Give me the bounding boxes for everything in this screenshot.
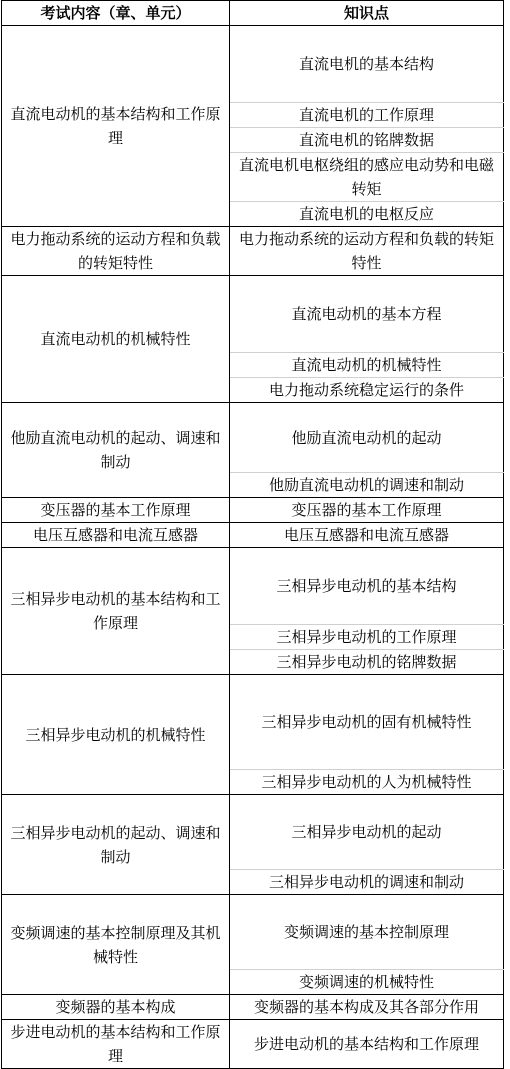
knowledge-point-cell: 变压器的基本工作原理 bbox=[230, 498, 504, 523]
topic-cell: 直流电动机的机械特性 bbox=[2, 276, 230, 403]
table-row bbox=[2, 1020, 504, 1069]
knowledge-point-cell: 直流电机的基本结构 bbox=[230, 26, 504, 103]
table-row bbox=[2, 995, 504, 1020]
topic-cell: 三相异步电动机的起动、调速和制动 bbox=[2, 795, 230, 895]
knowledge-point-cell: 三相异步电动机的起动 bbox=[230, 795, 504, 870]
header-row bbox=[2, 1, 504, 26]
topic-cell: 电压互感器和电流互感器 bbox=[2, 523, 230, 548]
knowledge-point-cell: 直流电机的电枢反应 bbox=[230, 202, 504, 227]
knowledge-point-cell: 三相异步电动机的人为机械特性 bbox=[230, 770, 504, 795]
table-row bbox=[2, 675, 504, 770]
knowledge-point-cell: 直流电动机的基本方程 bbox=[230, 276, 504, 353]
table-row bbox=[2, 498, 504, 523]
knowledge-point-cell: 三相异步电动机的调速和制动 bbox=[230, 870, 504, 895]
topic-cell: 他励直流电动机的起动、调速和制动 bbox=[2, 403, 230, 498]
table-row bbox=[2, 895, 504, 970]
table-row bbox=[2, 227, 504, 276]
knowledge-point-cell: 变频器的基本构成及其各部分作用 bbox=[230, 995, 504, 1020]
knowledge-point-cell: 电压互感器和电流互感器 bbox=[230, 523, 504, 548]
knowledge-point-cell: 三相异步电动机的固有机械特性 bbox=[230, 675, 504, 770]
knowledge-point-cell: 电力拖动系统的运动方程和负载的转矩特性 bbox=[230, 227, 504, 276]
knowledge-point-cell: 变频调速的机械特性 bbox=[230, 970, 504, 995]
knowledge-point-cell: 直流电机电枢绕组的感应电动势和电磁转矩 bbox=[230, 153, 504, 202]
topic-cell: 步进电动机的基本结构和工作原理 bbox=[2, 1020, 230, 1069]
knowledge-point-cell: 直流电动机的机械特性 bbox=[230, 353, 504, 378]
knowledge-point-cell: 直流电机的铭牌数据 bbox=[230, 128, 504, 153]
knowledge-point-cell: 他励直流电动机的起动 bbox=[230, 403, 504, 473]
topic-cell: 变频调速的基本控制原理及其机械特性 bbox=[2, 895, 230, 995]
table-row bbox=[2, 403, 504, 473]
knowledge-point-cell: 三相异步电动机的工作原理 bbox=[230, 625, 504, 650]
knowledge-point-cell: 三相异步电动机的基本结构 bbox=[230, 548, 504, 625]
topic-cell: 变频器的基本构成 bbox=[2, 995, 230, 1020]
header-topic: 考试内容（章、单元） bbox=[2, 1, 230, 26]
table-row bbox=[2, 276, 504, 353]
topic-cell: 变压器的基本工作原理 bbox=[2, 498, 230, 523]
knowledge-point-cell: 直流电机的工作原理 bbox=[230, 103, 504, 128]
knowledge-point-cell: 变频调速的基本控制原理 bbox=[230, 895, 504, 970]
knowledge-point-cell: 他励直流电动机的调速和制动 bbox=[230, 473, 504, 498]
topic-cell: 三相异步电动机的基本结构和工作原理 bbox=[2, 548, 230, 675]
table-row bbox=[2, 795, 504, 870]
table-body bbox=[2, 26, 504, 1069]
syllabus-table bbox=[1, 0, 504, 1069]
topic-cell: 三相异步电动机的机械特性 bbox=[2, 675, 230, 795]
table-row bbox=[2, 26, 504, 103]
knowledge-point-cell: 三相异步电动机的铭牌数据 bbox=[230, 650, 504, 675]
knowledge-point-cell: 电力拖动系统稳定运行的条件 bbox=[230, 378, 504, 403]
topic-cell: 直流电动机的基本结构和工作原理 bbox=[2, 26, 230, 227]
table-row bbox=[2, 548, 504, 625]
table-row bbox=[2, 523, 504, 548]
topic-cell: 电力拖动系统的运动方程和负载的转矩特性 bbox=[2, 227, 230, 276]
header-points: 知识点 bbox=[230, 1, 504, 26]
knowledge-point-cell: 步进电动机的基本结构和工作原理 bbox=[230, 1020, 504, 1069]
